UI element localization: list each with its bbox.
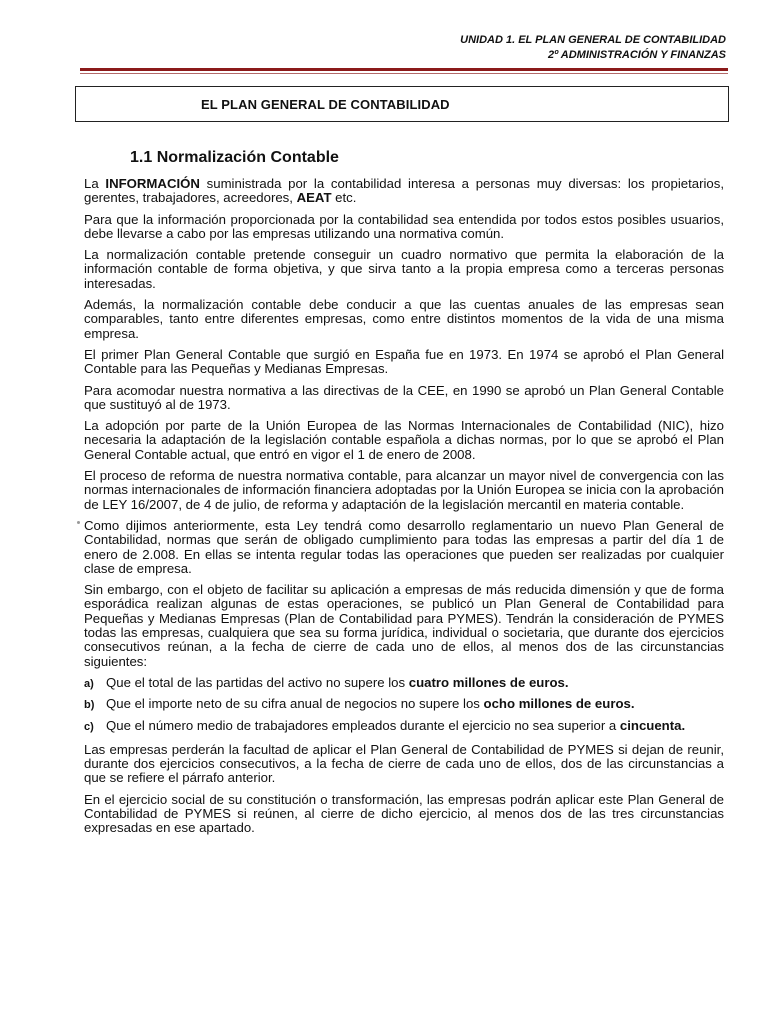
paragraph-2: Para que la información proporcionada por la contabilidad sea entendida por todos estos posibles usuarios, debe llevarse a cabo por las empresas utilizando una normativa común. bbox=[84, 211, 724, 241]
list-marker: b) bbox=[84, 699, 95, 712]
list-item: b) Que el importe neto de su cifra anual de negocios no supere los ocho millones de euros. bbox=[84, 696, 635, 712]
list-item: a) Que el total de las partidas del activo no supere los cuatro millones de euros. bbox=[84, 674, 569, 690]
header-rule bbox=[80, 68, 728, 71]
paragraph-6: Para acomodar nuestra normativa a las directivas de la CEE, en 1990 se aprobó un Plan General Contable que sustituyó al de 1973. bbox=[84, 382, 724, 412]
section-heading: 1.1 Normalización Contable bbox=[130, 149, 339, 166]
paragraph-9: Como dijimos anteriormente, esta Ley tendrá como desarrollo reglamentario un nuevo Plan General de Contabilidad, normas que serán de obligado cumplimiento para todas las empresas a partir del día 1 de enero de 2.008. En ellas se intenta regular todas las operaciones que pueden ser realizadas por cualquier clase de empresa. bbox=[84, 517, 724, 576]
paragraph-3: La normalización contable pretende conseguir un cuadro normativo que permita la elaboración de la información contable de forma objetiva, y que sirva tanto a la propia empresa como a terceras personas interesadas. bbox=[84, 247, 724, 291]
paragraph-11: Las empresas perderán la facultad de aplicar el Plan General de Contabilidad de PYMES si dejan de reunir, durante dos ejercicios consecutivos, a la fecha de cierre de cada uno de ellos, dos de las circunstancias a que se refiere el párrafo anterior. bbox=[84, 741, 724, 786]
document-title: EL PLAN GENERAL DE CONTABILIDAD bbox=[201, 97, 450, 112]
paragraph-7: La adopción por parte de la Unión Europea de las Normas Internacionales de Contabilidad (NIC), hizo necesaria la adaptación de la legislación contable española a dichas normas, por lo que se aprobó el Plan General Contable actual, que entró en vigor el 1 de enero de 2008. bbox=[84, 418, 724, 462]
paragraph-8: El proceso de reforma de nuestra normativa contable, para alcanzar un mayor nivel de convergencia con las normas internacionales de información financiera adoptadas por la Unión Europea se inicia con la aprobación de LEY 16/2007, de 4 de julio, de reforma y adaptación de la legislación mercantil en materia contable. bbox=[84, 468, 724, 512]
paragraph-1: La INFORMACIÓN suministrada por la contabilidad interesa a personas muy diversas: los propietarios, gerentes, trabajadores, acreedores, AEAT etc. bbox=[84, 176, 724, 206]
header-rule-thin bbox=[80, 73, 728, 74]
paragraph-4: Además, la normalización contable debe conducir a que las cuentas anuales de las empresas sean comparables, tanto entre diferentes empresas, como entre distintos momentos de la vida de una misma empresa. bbox=[84, 297, 724, 341]
paragraph-10: Sin embargo, con el objeto de facilitar su aplicación a empresas de más reducida dimensión y que de forma esporádica realizan algunas de estas operaciones, se publicó un Plan General de Contabilidad para Pequeñas y Medianas Empresas (Plan de Contabilidad para PYMES). Tendrán la consideración de PYMES todas las empresas, cualquiera que sea su forma jurídica, individual o societaria, que durante dos ejercicios consecutivos reúnan, a la fecha de cierre de cada uno de ellos, al menos dos de las circunstancias siguientes: bbox=[84, 582, 724, 669]
paragraph-12: En el ejercicio social de su constitución o transformación, las empresas podrán aplicar este Plan General de Contabilidad de PYMES si reúnen, al cierre de dicho ejercicio, al menos dos de las tres circunstancias expresadas en ese apartado. bbox=[84, 791, 724, 836]
list-item: c) Que el número medio de trabajadores empleados durante el ejercicio no sea superior a cincuenta. bbox=[84, 717, 686, 733]
list-marker: a) bbox=[84, 677, 94, 690]
list-marker: c) bbox=[84, 720, 94, 733]
header-unit-title: UNIDAD 1. EL PLAN GENERAL DE CONTABILIDAD bbox=[460, 34, 726, 46]
margin-dot bbox=[77, 521, 80, 524]
title-box bbox=[75, 86, 729, 122]
body-text bbox=[84, 177, 724, 843]
header-course: 2º ADMINISTRACIÓN Y FINANZAS bbox=[548, 49, 726, 61]
running-header bbox=[460, 33, 726, 63]
paragraph-5: El primer Plan General Contable que surgió en España fue en 1973. En 1974 se aprobó el Plan General Contable para las Pequeñas y Medianas Empresas. bbox=[84, 346, 724, 377]
